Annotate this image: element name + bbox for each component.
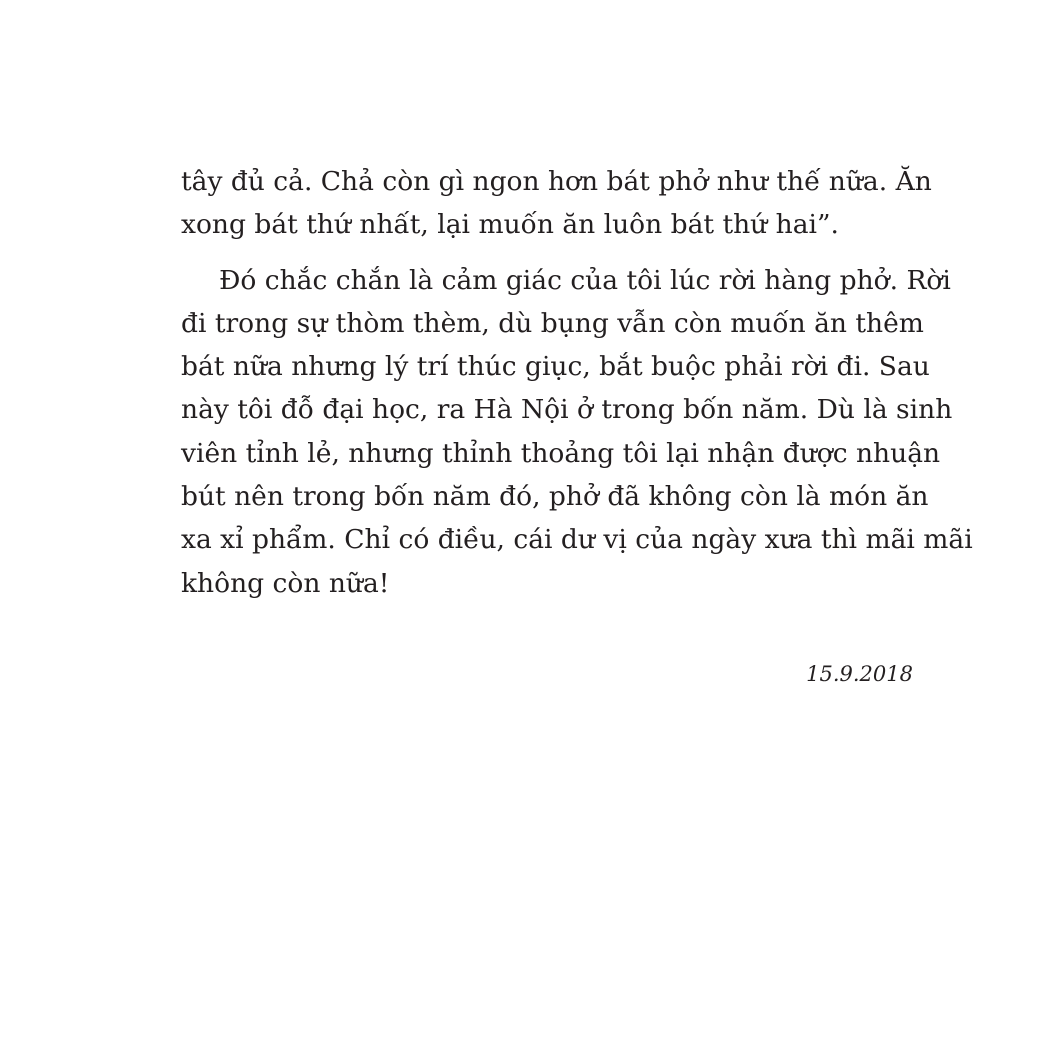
text-line: đi trong sự thòm thèm, dù bụng vẫn còn muốn ăn thêm [181, 307, 924, 339]
text-line: xong bát thứ nhất, lại muốn ăn luôn bát thứ hai”. [181, 209, 839, 241]
text-line: không còn nữa! [181, 567, 390, 599]
text-line: bát nữa nhưng lý trí thúc giục, bắt buộc phải rời đi. Sau [181, 351, 930, 383]
date-signature: 15.9.2018 [806, 662, 913, 686]
text-line: tây đủ cả. Chả còn gì ngon hơn bát phở như thế nữa. Ăn [181, 166, 932, 197]
text-line: bút nên trong bốn năm đó, phở đã không còn là món ăn [181, 481, 929, 513]
paragraph-1 [181, 160, 932, 247]
body-text [181, 160, 973, 605]
text-line: Đó chắc chắn là cảm giác của tôi lúc rời hàng phở. Rời [219, 264, 951, 296]
text-line: này tôi đỗ đại học, ra Hà Nội ở trong bốn năm. Dù là sinh [181, 394, 953, 426]
paragraph-2 [181, 259, 973, 605]
paragraph-spacer [181, 247, 913, 259]
text-line: xa xỉ phẩm. Chỉ có điều, cái dư vị của ngày xưa thì mãi mãi [181, 524, 973, 556]
text-line: viên tỉnh lẻ, nhưng thỉnh thoảng tôi lại nhận được nhuận [181, 437, 941, 469]
